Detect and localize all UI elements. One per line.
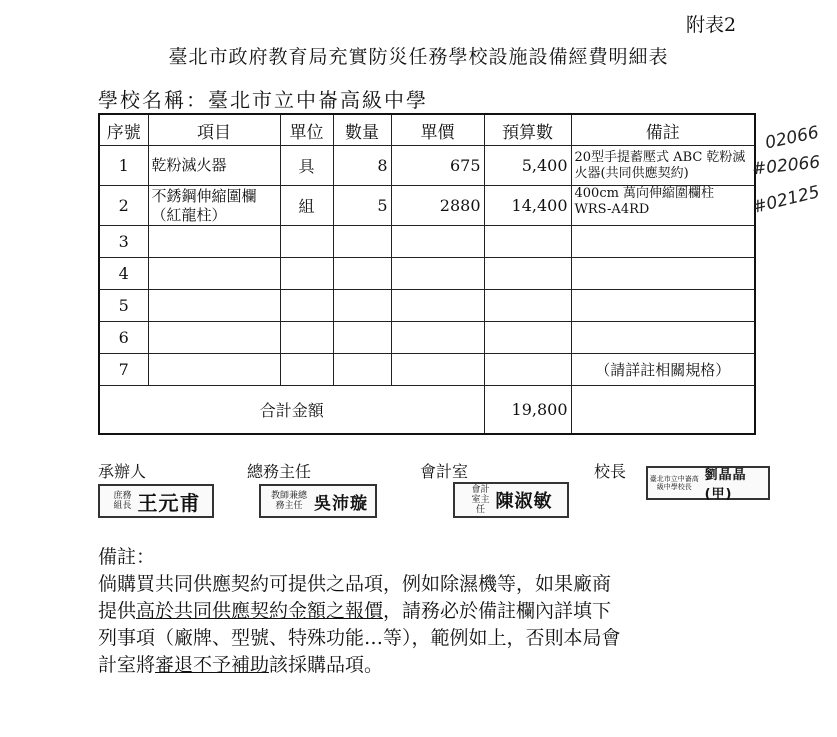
table-row (99, 258, 755, 290)
cell-item: 乾粉滅火器 (148, 146, 280, 186)
cell-note (571, 322, 755, 354)
cell-budget: 5,400 (484, 146, 571, 186)
cell-qty (333, 354, 391, 386)
cell-no: 3 (99, 226, 148, 258)
cell-qty (333, 290, 391, 322)
table-row (99, 186, 755, 226)
handler-stamp-name: 王元甫 (137, 490, 201, 515)
notes-line-4 (98, 652, 738, 679)
notes-text: ，請務必於備註欄內詳填下 (383, 600, 612, 622)
notes-text: 該採購品項。 (269, 654, 384, 676)
cell-note (571, 258, 755, 290)
general-affairs-label: 總務主任 (247, 462, 312, 481)
handwritten-note-3: #02125 (750, 182, 822, 218)
cell-item (148, 226, 280, 258)
cell-qty: 5 (333, 186, 391, 226)
notes-line-3: 列事項（廠牌、型號、特殊功能…等），範例如上，否則本局會 (98, 627, 621, 649)
accounting-label: 會計室 (420, 462, 469, 481)
accounting-stamp-title: 會計室主任 (471, 485, 490, 515)
cell-note (571, 226, 755, 258)
cell-budget (484, 290, 571, 322)
cell-item (148, 258, 280, 290)
handler-stamp (98, 484, 214, 518)
cell-unit (280, 258, 333, 290)
cell-item (148, 322, 280, 354)
cell-price: 675 (391, 146, 484, 186)
cell-unit (280, 226, 333, 258)
cell-no: 2 (99, 186, 148, 226)
cell-item: 不銹鋼伸縮圍欄（紅龍柱） (148, 186, 280, 226)
page-title: 臺北市政府教育局充實防災任務學校設施設備經費明細表 (168, 46, 669, 68)
cell-no: 7 (99, 354, 148, 386)
cell-price (391, 226, 484, 258)
cell-budget (484, 226, 571, 258)
header-unit: 單位 (280, 114, 333, 146)
cell-qty (333, 258, 391, 290)
header-price: 單價 (391, 114, 484, 146)
principal-stamp (646, 466, 770, 500)
table-row (99, 226, 755, 258)
cell-price: 2880 (391, 186, 484, 226)
table-row (99, 290, 755, 322)
principal-stamp-name: 劉晶晶(甲) (704, 468, 747, 502)
cell-price (391, 322, 484, 354)
cell-qty (333, 226, 391, 258)
header-budget: 預算數 (484, 114, 571, 146)
cell-unit: 具 (280, 146, 333, 186)
table-row (99, 322, 755, 354)
table-header-row (99, 114, 755, 146)
table-row (99, 354, 755, 386)
cell-qty: 8 (333, 146, 391, 186)
cell-no: 4 (99, 258, 148, 290)
handler-label: 承辦人 (98, 462, 147, 481)
cell-note (571, 290, 755, 322)
notes-text: 計室將 (98, 654, 156, 676)
attachment-label: 附表2 (686, 14, 737, 36)
notes-heading: 備註： (98, 546, 156, 568)
notes-underline: 審退不予補助 (155, 654, 270, 676)
cell-unit (280, 354, 333, 386)
notes-section (98, 544, 738, 679)
school-name: 學校名稱：臺北市立中崙高級中學 (98, 88, 428, 112)
general-affairs-stamp (259, 484, 377, 518)
cell-unit (280, 322, 333, 354)
cell-no: 1 (99, 146, 148, 186)
accounting-stamp (453, 482, 569, 518)
total-note (571, 386, 755, 434)
cell-no: 5 (99, 290, 148, 322)
cell-budget (484, 258, 571, 290)
total-row (99, 386, 755, 434)
notes-underline: 高於共同供應契約金額之報價 (136, 600, 384, 622)
table-row (99, 146, 755, 186)
cell-unit: 組 (280, 186, 333, 226)
cell-budget (484, 322, 571, 354)
accounting-stamp-name: 陳淑敏 (495, 491, 553, 512)
principal-stamp-title: 臺北市立中崙高級中學校長 (649, 475, 699, 491)
handler-stamp-title: 庶務組長 (113, 491, 132, 511)
notes-text: 提供 (98, 600, 137, 622)
budget-table (98, 113, 756, 435)
cell-unit (280, 290, 333, 322)
cell-note: 20型手提蓄壓式 ABC 乾粉滅火器(共同供應契約) (571, 146, 755, 186)
cell-price (391, 290, 484, 322)
cell-note: （請詳註相關規格） (571, 354, 755, 386)
general-stamp-name: 吳沛璇 (314, 493, 368, 514)
cell-no: 6 (99, 322, 148, 354)
cell-item (148, 290, 280, 322)
handwritten-note-1: 02066 (763, 122, 821, 154)
cell-price (391, 258, 484, 290)
header-note: 備註 (571, 114, 755, 146)
handwritten-note-2: #02066 (751, 152, 822, 180)
cell-note: 400cm 萬向伸縮圍欄柱 WRS-A4RD (571, 186, 755, 226)
cell-qty (333, 322, 391, 354)
cell-budget (484, 354, 571, 386)
notes-line-1: 倘購買共同供應契約可提供之品項，例如除濕機等，如果廠商 (98, 573, 612, 595)
total-label: 合計金額 (99, 386, 484, 434)
cell-budget: 14,400 (484, 186, 571, 226)
general-stamp-title: 教師兼總務主任 (270, 491, 307, 511)
header-no: 序號 (99, 114, 148, 146)
principal-label: 校長 (594, 462, 627, 481)
cell-item (148, 354, 280, 386)
header-qty: 數量 (333, 114, 391, 146)
notes-line-2 (98, 598, 738, 625)
total-value: 19,800 (484, 386, 571, 434)
header-item: 項目 (148, 114, 280, 146)
cell-price (391, 354, 484, 386)
